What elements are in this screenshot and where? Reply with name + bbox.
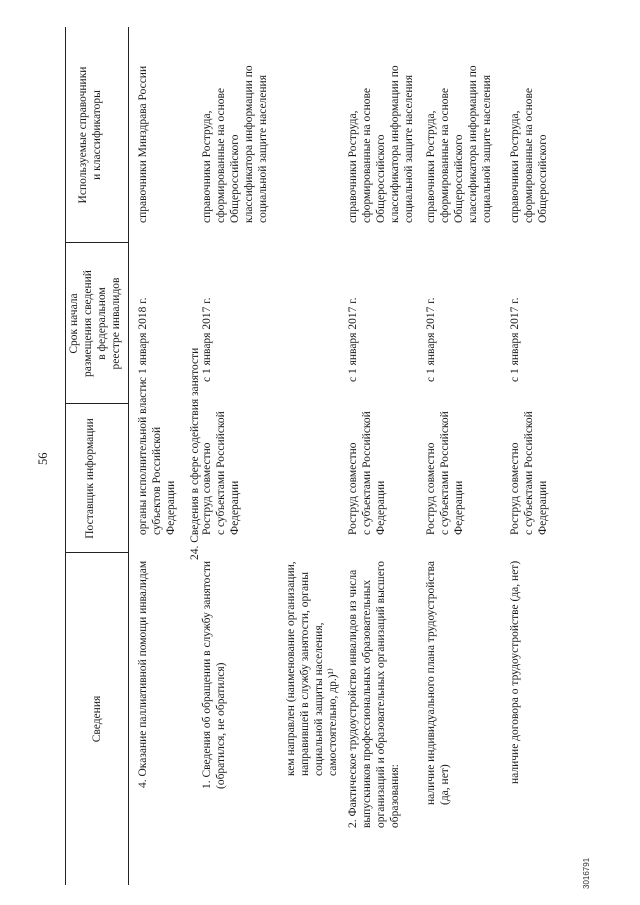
row-4-provider: органы исполнительной власти субъектов Российской Федерации [137, 381, 177, 535]
row-1-date: с 1 января 2017 г. [201, 297, 213, 382]
header-start-date: Срок начала размещения сведений в федеральном реестре инвалидов [68, 270, 122, 377]
row-1-provider: Роструд совместно с субъектами Российской Федерации [201, 411, 241, 535]
row-referral-info: кем направлен (наименование организации, направившей в службу занятости, органы социальной защиты населения, самостоятельно, др.)¹⁾ [285, 561, 339, 776]
page-number: 56 [36, 452, 50, 465]
document-code: 3016791 [582, 857, 591, 889]
row-2-refs: справочники Роструда, сформированные на основе Общероссийского классификатора информации по социальной защите населения [347, 65, 415, 223]
row-1-refs: справочники Роструда, сформированные на основе Общероссийского классификатора информации по социальной защите населения [201, 65, 269, 223]
row-contract-refs: справочники Роструда, сформированные на основе Общероссийского [509, 88, 549, 223]
row-plan-provider: Роструд совместно с субъектами Российской Федерации [425, 411, 465, 535]
row-2-info: 2. Фактическое трудоустройство инвалидов из числа выпускников профессиональных образовательных организаций и образовательных организаций высшего образования: [347, 560, 401, 828]
row-4-info: 4. Оказание паллиативной помощи инвалидам [137, 560, 149, 788]
header-references: Используемые справочники и классификаторы [77, 66, 103, 204]
row-2-provider: Роструд совместно с субъектами Российской Федерации [347, 411, 387, 535]
row-contract-date: с 1 января 2017 г. [509, 297, 521, 382]
row-plan-date: с 1 января 2017 г. [425, 297, 437, 382]
row-plan-refs: справочники Роструда, сформированные на основе Общероссийского классификатора информации по социальной защите населения [425, 65, 493, 223]
row-2-date: с 1 января 2017 г. [347, 297, 359, 382]
row-4-date: с 1 января 2018 г. [137, 297, 149, 382]
row-plan-info: наличие индивидуального плана трудоустройства (да, нет) [425, 561, 451, 805]
header-information: Сведения [91, 695, 103, 743]
header-bottom-border [128, 27, 129, 885]
section-title: 24. Сведения в сфере содействия занятости [189, 347, 201, 560]
table-top-border [65, 27, 66, 885]
header-provider: Поставщик информации [84, 418, 96, 539]
row-contract-info: наличие договора о трудоустройстве (да, нет) [509, 560, 521, 784]
row-4-refs: справочники Минздрава России [137, 65, 149, 223]
row-contract-provider: Роструд совместно с субъектами Российской Федерации [509, 411, 549, 535]
row-1-info: 1. Сведения об обращении в службу занятости (обратился, не обратился) [201, 560, 227, 789]
